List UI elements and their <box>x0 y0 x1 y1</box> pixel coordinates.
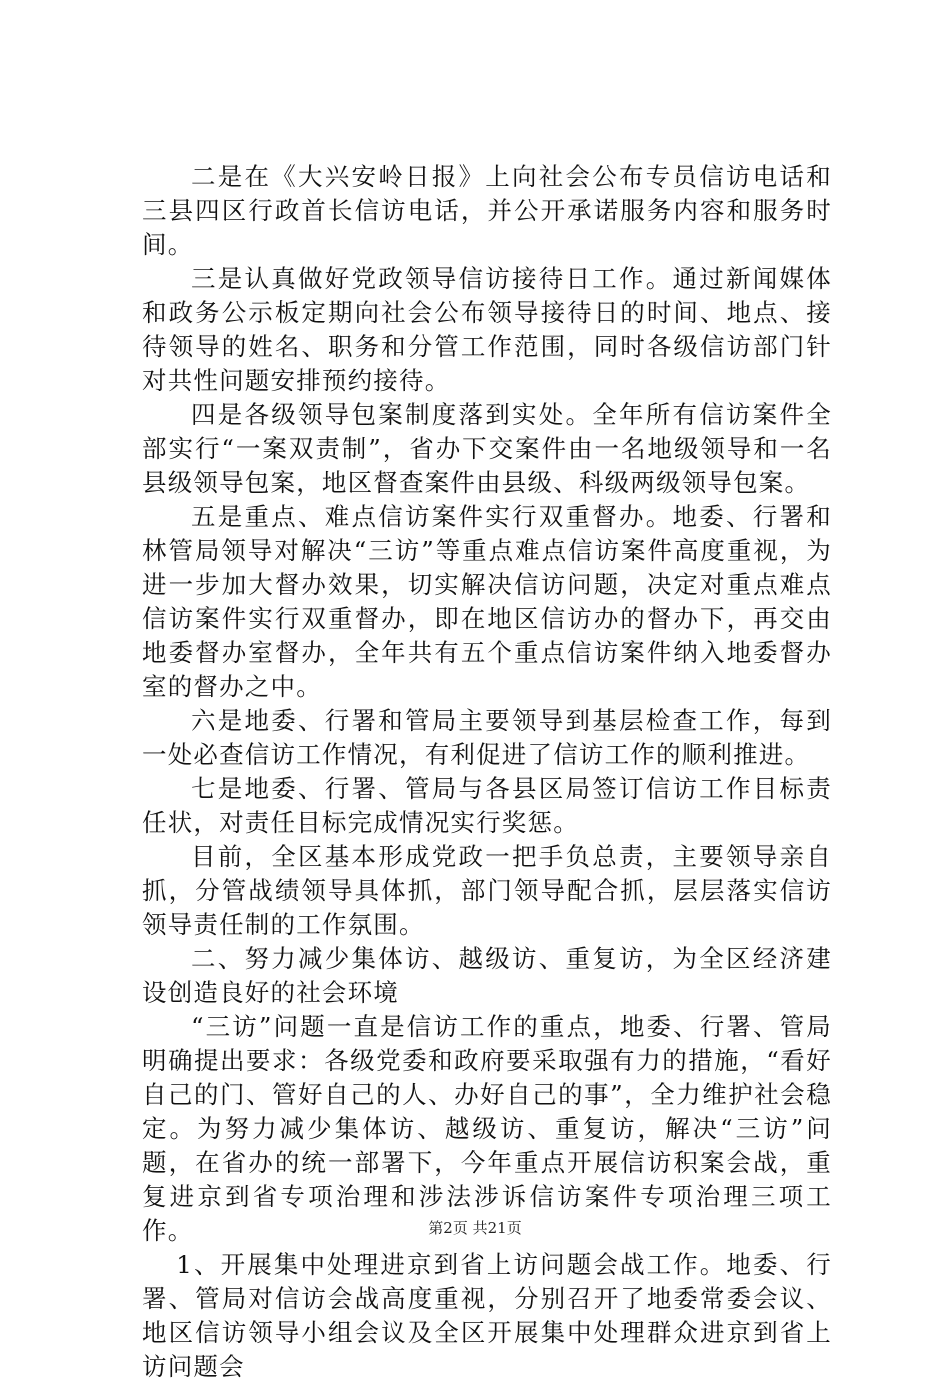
paragraph: 二是在《大兴安岭日报》上向社会公布专员信访电话和三县四区行政首长信访电话，并公开承诺服务内容和服务时间。 <box>142 162 832 259</box>
section-heading: 二、努力减少集体访、越级访、重复访，为全区经济建设创造良好的社会环境 <box>142 944 832 1007</box>
paragraph: 五是重点、难点信访案件实行双重督办。地委、行署和林管局领导对解决“三访”等重点难点信访案件高度重视，为进一步加大督办效果，切实解决信访问题，决定对重点难点信访案件实行双重督办，即在地区信访办的督办下，再交由地委督办室督办，全年共有五个重点信访案件纳入地委督办室的督办之中。 <box>142 502 832 701</box>
page-footer: 第2页 共21页 <box>428 1219 522 1237</box>
paragraph: 六是地委、行署和管局主要领导到基层检查工作，每到一处必查信访工作情况，有利促进了信访工作的顺利推进。 <box>142 706 832 769</box>
document-body <box>142 160 832 1384</box>
paragraph: “三访”问题一直是信访工作的重点，地委、行署、管局明确提出要求：各级党委和政府要采取强有力的措施，“看好自己的门、管好自己的人、办好自己的事”，全力维护社会稳定。为努力减少集体访、越级访、重复访，解决“三访”问题，在省办的统一部署下，今年重点开展信访积案会战，重复进京到省专项治理和涉法涉诉信访案件专项治理三项工作。 <box>142 1012 832 1245</box>
paragraph: 目前，全区基本形成党政一把手负总责，主要领导亲自抓，分管战绩领导具体抓，部门领导配合抓，层层落实信访领导责任制的工作氛围。 <box>142 842 832 939</box>
paragraph: 三是认真做好党政领导信访接待日工作。通过新闻媒体和政务公示板定期向社会公布领导接待日的时间、地点、接待领导的姓名、职务和分管工作范围，同时各级信访部门针对共性问题安排预约接待。 <box>142 264 832 395</box>
paragraph: 四是各级领导包案制度落到实处。全年所有信访案件全部实行“一案双责制”，省办下交案件由一名地级领导和一名县级领导包案，地区督查案件由县级、科级两级领导包案。 <box>142 400 832 497</box>
paragraph: 七是地委、行署、管局与各县区局签订信访工作目标责任状，对责任目标完成情况实行奖惩。 <box>142 774 832 837</box>
paragraph: 1、开展集中处理进京到省上访问题会战工作。地委、行署、管局对信访会战高度重视，分别召开了地委常委会议、地区信访领导小组会议及全区开展集中处理群众进京到省上访问题会 <box>142 1250 832 1381</box>
